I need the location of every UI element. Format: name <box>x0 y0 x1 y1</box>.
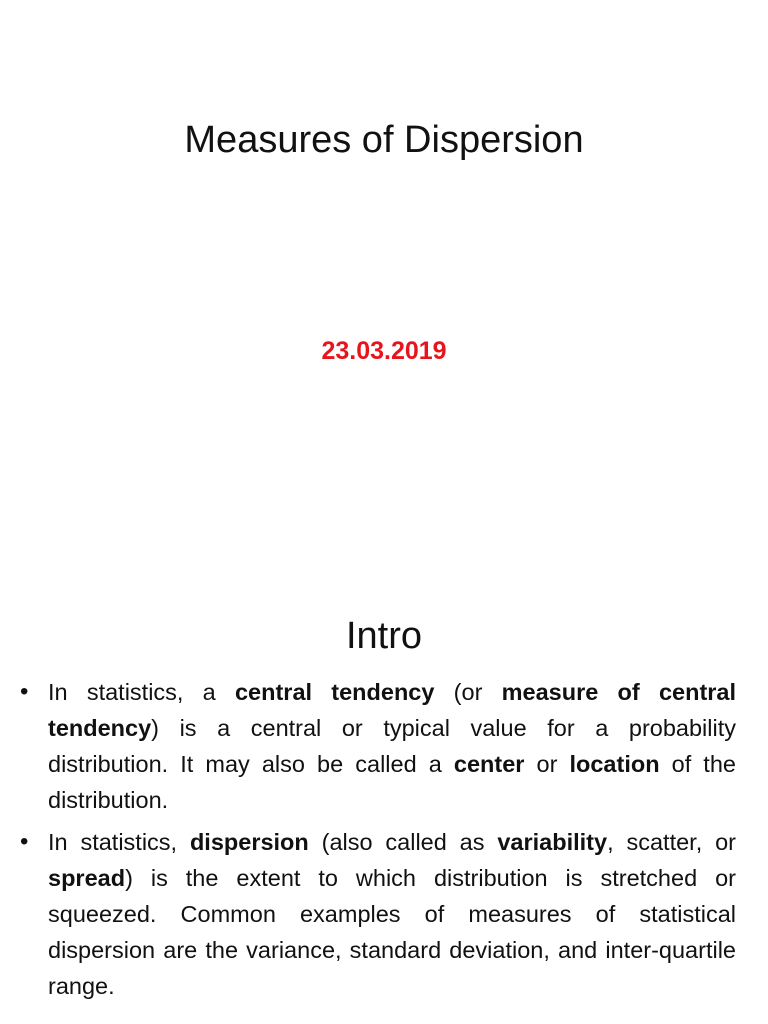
bullet-bold-term: spread <box>48 865 126 891</box>
bullet-text-segment: or <box>524 751 570 777</box>
bullet-item <box>20 674 736 818</box>
bullet-text-segment: In statistics, <box>48 829 190 855</box>
bullet-marker: • <box>20 828 29 855</box>
bullet-bold-term: center <box>453 751 525 777</box>
slide-intro-heading: Intro <box>345 615 423 657</box>
slide-title-heading: Measures of Dispersion <box>184 119 584 161</box>
bullet-text-segment: of the distribution. <box>48 751 736 813</box>
bullet-bold-term: measure of central tendency <box>48 679 737 741</box>
bullet-list <box>20 674 736 1010</box>
bullet-item <box>20 824 736 1004</box>
slide-date: 23.03.2019 <box>321 337 447 365</box>
bullet-text-segment: (or <box>434 679 502 705</box>
bullet-text <box>48 674 736 818</box>
bullet-text-segment: ) is a central or typical value for a probability distribution. It may also be called a <box>48 715 736 777</box>
bullet-bold-term: central tendency <box>234 679 435 705</box>
bullet-bold-term: variability <box>497 829 608 855</box>
bullet-text-segment: ) is the extent to which distribution is stretched or squeezed. Common examples of measures of statistical dispersion are the variance, standard deviation, and inter-quartile range. <box>48 865 736 999</box>
bullet-text-segment: (also called as <box>308 829 498 855</box>
bullet-text-segment: , scatter, or <box>607 829 736 855</box>
bullet-bold-term: location <box>569 751 660 777</box>
bullet-text <box>48 824 736 1004</box>
bullet-marker: • <box>20 678 29 705</box>
slide-intro <box>0 576 768 1024</box>
bullet-text-segment: In statistics, a <box>48 679 235 705</box>
bullet-bold-term: dispersion <box>189 829 309 855</box>
